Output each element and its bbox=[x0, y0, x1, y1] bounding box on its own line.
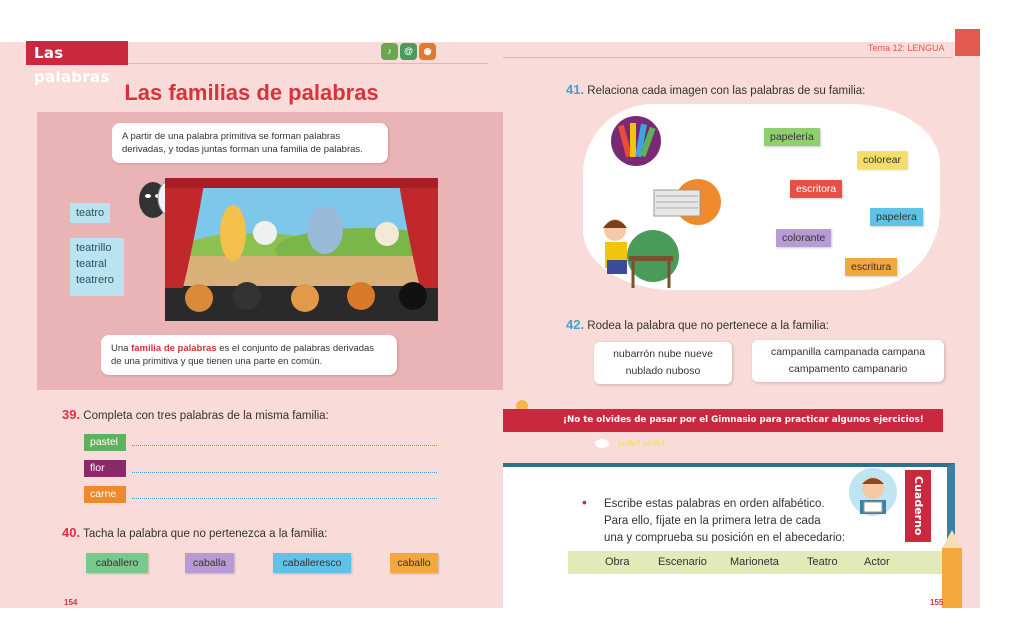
notebook-instruction bbox=[604, 496, 845, 547]
gym-ribbon[interactable] bbox=[503, 409, 943, 448]
boy-reading-icon bbox=[848, 466, 898, 524]
ribbon-text: ¡No te olvides de pasar por el Gimnasio para practicar algunos ejercicios! bbox=[563, 415, 924, 425]
word-chip-caballa[interactable]: caballa bbox=[185, 553, 234, 573]
notebook-word: Teatro bbox=[807, 556, 838, 568]
topic-label: Tema 12: LENGUA bbox=[868, 43, 945, 53]
exercise-text: Completa con tres palabras de la misma familia: bbox=[83, 410, 329, 422]
odd-word-line[interactable]: nubarrón nube nueve bbox=[613, 348, 713, 360]
family-word-escritura[interactable]: escritura bbox=[845, 258, 897, 276]
answer-line[interactable] bbox=[132, 472, 437, 473]
word-chip-pastel: pastel bbox=[84, 434, 126, 451]
definition-box bbox=[101, 335, 397, 375]
page-number-right: 155 bbox=[930, 598, 944, 607]
answer-line[interactable] bbox=[132, 498, 437, 499]
derived-word: teatral bbox=[76, 258, 107, 270]
definition-prefix: Una bbox=[111, 343, 132, 354]
odd-word-line[interactable]: campanilla campanada campana bbox=[770, 346, 926, 358]
exercise-42 bbox=[566, 317, 829, 332]
pencils-icon bbox=[610, 115, 662, 167]
exercise-text: Rodea la palabra que no pertenece a la familia: bbox=[587, 320, 829, 332]
word-chip-caballero[interactable]: caballero bbox=[86, 553, 148, 573]
odd-word-group-campana bbox=[752, 340, 944, 382]
instruction-line: Escribe estas palabras en orden alfabético. bbox=[604, 498, 825, 510]
exercise-number: 39. bbox=[62, 407, 81, 422]
cuaderno-tab: Cuaderno bbox=[905, 470, 931, 542]
derived-word: teatrero bbox=[76, 274, 114, 286]
notebook-word: Marioneta bbox=[730, 556, 779, 568]
word-chip-caballeresco[interactable]: caballeresco bbox=[273, 553, 351, 573]
derived-words-tag bbox=[70, 238, 124, 296]
exercise-number: 42. bbox=[566, 317, 585, 332]
family-word-papelera[interactable]: papelera bbox=[870, 208, 923, 226]
notebook-word: Obra bbox=[605, 556, 630, 568]
family-word-escritora[interactable]: escritora bbox=[790, 180, 842, 198]
exercise-text: Tacha la palabra que no pertenezca a la familia: bbox=[83, 528, 328, 540]
mouse-icon bbox=[595, 439, 609, 448]
exercise-41 bbox=[566, 82, 865, 97]
answer-line[interactable] bbox=[132, 445, 437, 446]
notebook-word: Actor bbox=[864, 556, 890, 568]
derived-word: teatrillo bbox=[76, 242, 112, 254]
header-rule bbox=[128, 63, 488, 64]
section-tag: Las palabras bbox=[26, 41, 128, 65]
primitive-word-tag: teatro bbox=[70, 203, 110, 223]
word-chip-carne: carne bbox=[84, 486, 126, 503]
exercise-40 bbox=[62, 525, 327, 540]
exercise-39 bbox=[62, 407, 329, 422]
family-word-colorear[interactable]: colorear bbox=[857, 151, 907, 169]
intro-text: A partir de una palabra primitiva se forman palabras derivadas, y todas juntas forman una familia de palabras. bbox=[112, 123, 388, 163]
topic-marker bbox=[955, 29, 980, 56]
ribbon-badge: ¡clic! ¡clic! bbox=[618, 439, 666, 448]
header-rule-right bbox=[503, 57, 953, 58]
odd-word-group-nube bbox=[594, 342, 732, 384]
instruction-line: Para ello, fíjate en la primera letra de cada bbox=[604, 515, 821, 527]
bullet-icon: • bbox=[582, 494, 587, 510]
family-word-papeleria[interactable]: papelería bbox=[764, 128, 820, 146]
eye-icon[interactable]: ◉ bbox=[419, 43, 436, 60]
family-word-colorante[interactable]: colorante bbox=[776, 229, 831, 247]
pencil-icon bbox=[938, 530, 966, 608]
at-icon[interactable]: @ bbox=[400, 43, 417, 60]
word-chip-flor: flor bbox=[84, 460, 126, 477]
definition-highlight: familia de palabras bbox=[131, 343, 217, 354]
instruction-line: una y comprueba su posición en el abecedario: bbox=[604, 532, 846, 544]
exercise-text: Relaciona cada imagen con las palabras de su familia: bbox=[587, 85, 866, 97]
page-number-left: 154 bbox=[64, 598, 78, 607]
page-title: Las familias de palabras bbox=[124, 80, 379, 105]
girl-writing-icon bbox=[593, 208, 681, 292]
exercise-number: 40. bbox=[62, 525, 81, 540]
theatre-stage-illustration bbox=[165, 178, 438, 321]
exercise-number: 41. bbox=[566, 82, 585, 97]
stage-scene-icon bbox=[165, 178, 438, 321]
odd-word-line[interactable]: campamento campanario bbox=[788, 363, 908, 375]
odd-word-line[interactable]: nublado nuboso bbox=[625, 365, 701, 377]
definition-suffix: es el conjunto de palabras derivadas de una primitiva y que tienen una parte en común. bbox=[111, 343, 375, 367]
audio-icon[interactable]: ♪ bbox=[381, 43, 398, 60]
notebook-word: Escenario bbox=[658, 556, 707, 568]
word-chip-caballo[interactable]: caballo bbox=[390, 553, 438, 573]
